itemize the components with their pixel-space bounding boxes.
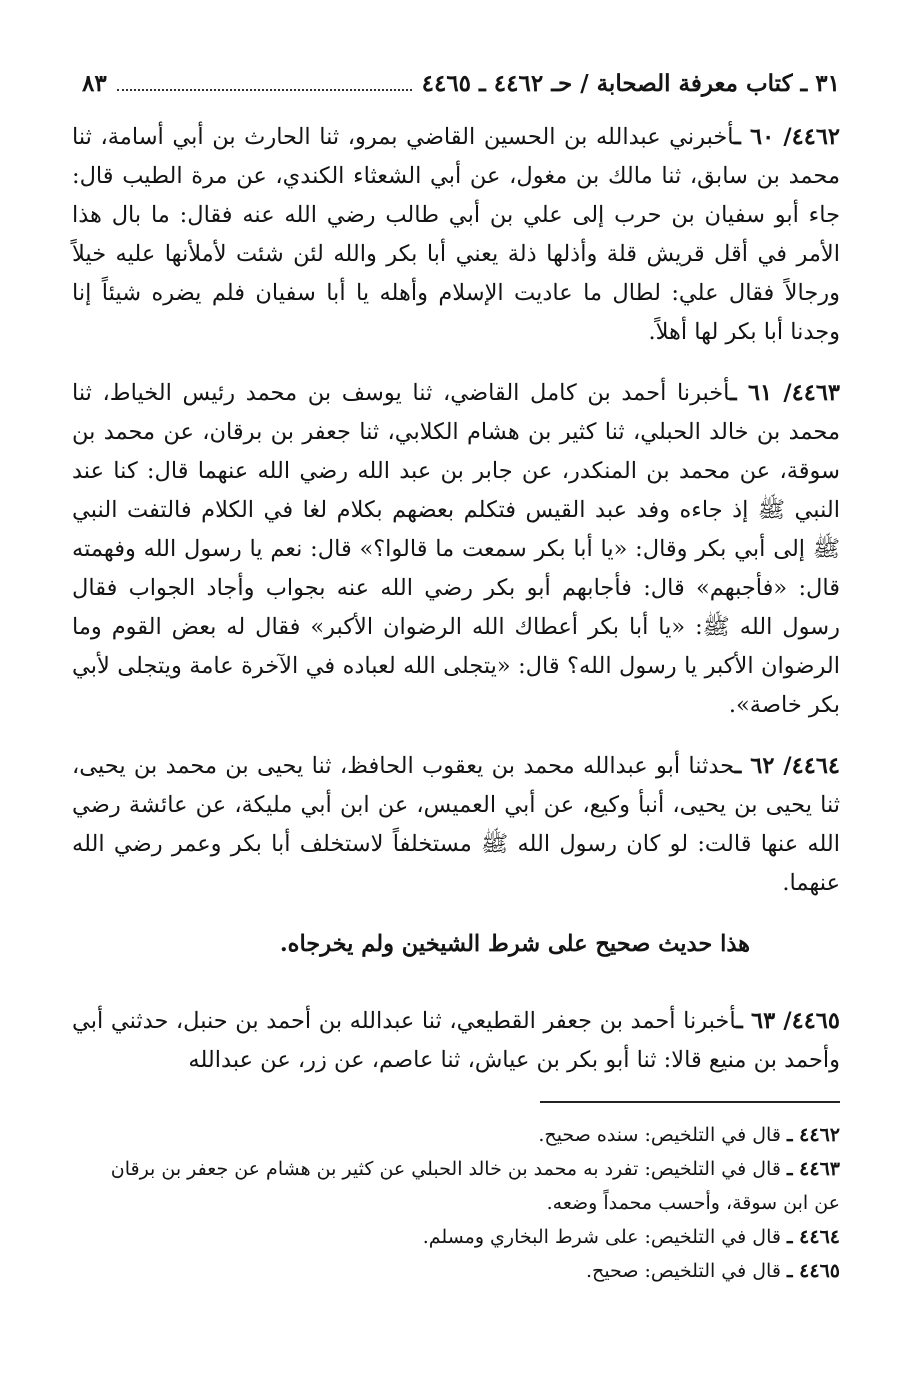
footnote-separator [540, 1101, 840, 1103]
hadith-text: حدثنا أبو عبدالله محمد بن يعقوب الحافظ، ثنا يحيى بن محمد بن يحيى، ثنا يحيى بن يحيى، أنبأ وكيع، عن أبي العميس، عن ابن أبي مليكة، عن عائشة رضي الله عنها قالت: لو كان رسول الله ﷺ مستخلفاً لاستخلف أبا بكر وعمر رضي الله عنهما. [72, 753, 840, 896]
authenticity-statement: هذا حديث صحيح على شرط الشيخين ولم يخرجاه. [279, 931, 750, 957]
header-dot-leader [117, 73, 412, 91]
footnote-text: قال في التلخيص: تفرد به محمد بن خالد الحبلي عن كثير بن هشام عن جعفر بن برقان عن ابن سوقة، وأحسب محمداً وضعه. [110, 1158, 840, 1214]
hadith-4465 [72, 1002, 840, 1080]
footnote-text: قال في التلخيص: على شرط البخاري ومسلم. [422, 1226, 781, 1248]
footnote-text: قال في التلخيص: سنده صحيح. [538, 1124, 781, 1146]
footnote-text: قال في التلخيص: صحيح. [586, 1260, 781, 1282]
hadith-4463 [72, 374, 840, 725]
hadith-number: ٤٤٦٤/ ٦٢ ـ [734, 753, 840, 779]
footnote-number: ٤٤٦٣ ـ [786, 1158, 840, 1180]
footnote-number: ٤٤٦٥ ـ [786, 1260, 840, 1282]
hadith-number: ٤٤٦٢/ ٦٠ ـ [734, 124, 840, 150]
header-title: ٣١ ـ كتاب معرفة الصحابة / حـ ٤٤٦٢ ـ ٤٤٦٥ [421, 70, 840, 97]
page-number: ٨٣ [82, 70, 107, 97]
hadith-number: ٤٤٦٣/ ٦١ ـ [730, 380, 840, 406]
hadith-4462 [72, 118, 840, 352]
hadith-text: أخبرنا أحمد بن جعفر القطيعي، ثنا عبدالله بن أحمد بن حنبل، حدثني أبي وأحمد بن منيع قالا: ثنا أبو بكر بن عياش، ثنا عاصم، عن زر، عن عبدالله [72, 1008, 840, 1073]
footnote-number: ٤٤٦٢ ـ [786, 1124, 840, 1146]
footnotes [82, 1118, 840, 1288]
footnote-number: ٤٤٦٤ ـ [786, 1226, 840, 1248]
running-header [82, 70, 840, 97]
hadith-4464 [72, 747, 840, 903]
hadith-text: أخبرني عبدالله بن الحسين القاضي بمرو، ثنا الحارث بن أبي أسامة، ثنا محمد بن سابق، ثنا مالك بن مغول، عن أبي الشعثاء الكندي، عن مرة الطيب قال: جاء أبو سفيان بن حرب إلى علي بن أبي طالب رضي الله عنه فقال: ما بال هذا الأمر في أقل قريش قلة وأذلها ذلة يعني أبا بكر والله لئن شئت لأملأنها عليه خيلاً ورجالاً فقال علي: لطال ما عاديت الإسلام وأهله يا أبا سفيان فلم يضره شيئاً إنا وجدنا أبا بكر لها أهلاً. [72, 124, 840, 345]
main-text [72, 118, 840, 1102]
footnote [82, 1254, 840, 1288]
footnote [82, 1220, 840, 1254]
footnote [82, 1118, 840, 1152]
footnote [82, 1152, 840, 1220]
hadith-number: ٤٤٦٥/ ٦٣ ـ [736, 1008, 840, 1034]
hadith-text: أخبرنا أحمد بن كامل القاضي، ثنا يوسف بن محمد رئيس الخياط، ثنا محمد بن خالد الحبلي، ثنا كثير بن هشام الكلابي، ثنا جعفر بن برقان، عن محمد بن سوقة، عن محمد بن المنكدر، عن جابر بن عبد الله رضي الله عنهما قال: كنا عند النبي ﷺ إذ جاءه وفد عبد القيس فتكلم بعضهم بكلام لغا في الكلام فالتفت النبي ﷺ إلى أبي بكر وقال: «يا أبا بكر سمعت ما قالوا؟» قال: نعم يا رسول الله وفهمته قال: «فأجبهم» قال: فأجابهم أبو بكر رضي الله عنه بجواب وأجاد الجواب فقال رسول الله ﷺ: «يا أبا بكر أعطاك الله الرضوان الأكبر» فقال له بعض القوم وما الرضوان الأكبر يا رسول الله؟ قال: «يتجلى الله لعباده في الآخرة عامة ويتجلى لأبي بكر خاصة». [72, 380, 840, 718]
